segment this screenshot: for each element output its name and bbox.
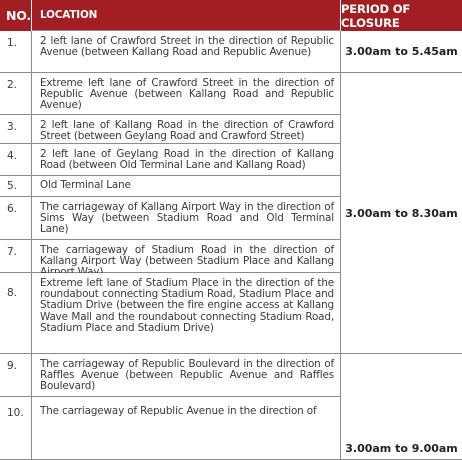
header-location: LOCATION	[32, 0, 341, 31]
row-location: Extreme left lane of Crawford Street in the direction of Republic Avenue (between Kallang Road and Republic Avenue)	[32, 73, 341, 115]
row-location: Old Terminal Lane	[32, 176, 341, 197]
row-number: 9.	[0, 354, 32, 397]
row-location: The carriageway of Kallang Airport Way in the direction of Sims Way (between Stadium Road and Old Terminal Lane)	[32, 197, 341, 240]
row-number: 10.	[0, 397, 32, 460]
row-location: The carriageway of Republic Avenue in the direction of	[32, 397, 341, 460]
row-location: Extreme left lane of Stadium Place in the direction of the roundabout connecting Stadium Road, Stadium Place and Stadium Drive (between the fire engine access at Kallang Wave Mall and the roundabout connecting Stadium Road, Stadium Place and Stadium Drive)	[32, 273, 341, 354]
row-location: The carriageway of Stadium Road in the direction of Kallang Airport Way (between Stadium Place and Kallang	[32, 240, 341, 273]
closure-period-1: 3.00am to 5.45am	[341, 31, 462, 73]
row-number: 7.	[0, 240, 32, 273]
row-number: 1.	[0, 31, 32, 73]
row-location: 2 left lane of Kallang Road in the direction of Crawford Street (between Geylang Road and Crawford Street)	[32, 115, 341, 144]
header-period-of-closure: PERIOD OF CLOSURE	[341, 0, 462, 31]
row-number: 6.	[0, 197, 32, 240]
header-no: NO.	[0, 0, 32, 31]
row-location: The carriageway of Republic Boulevard in the direction of Raffles Avenue (between Republic Avenue and Raffles Boulevard)	[32, 354, 341, 397]
row-number: 5.	[0, 176, 32, 197]
closure-period-2: 3.00am to 8.30am	[341, 73, 462, 354]
row-number: 8.	[0, 273, 32, 354]
row-location: 2 left lane of Crawford Street in the direction of Republic Avenue (between Kallang Road and Republic Avenue)	[32, 31, 341, 73]
row-number: 2.	[0, 73, 32, 115]
closure-period-3: 3.00am to 9.00am	[341, 354, 462, 460]
row-number: 3.	[0, 115, 32, 144]
row-location: 2 left lane of Geylang Road in the direction of Kallang Road (between Old Terminal Lane and Kallang Road)	[32, 144, 341, 176]
row-number: 4.	[0, 144, 32, 176]
